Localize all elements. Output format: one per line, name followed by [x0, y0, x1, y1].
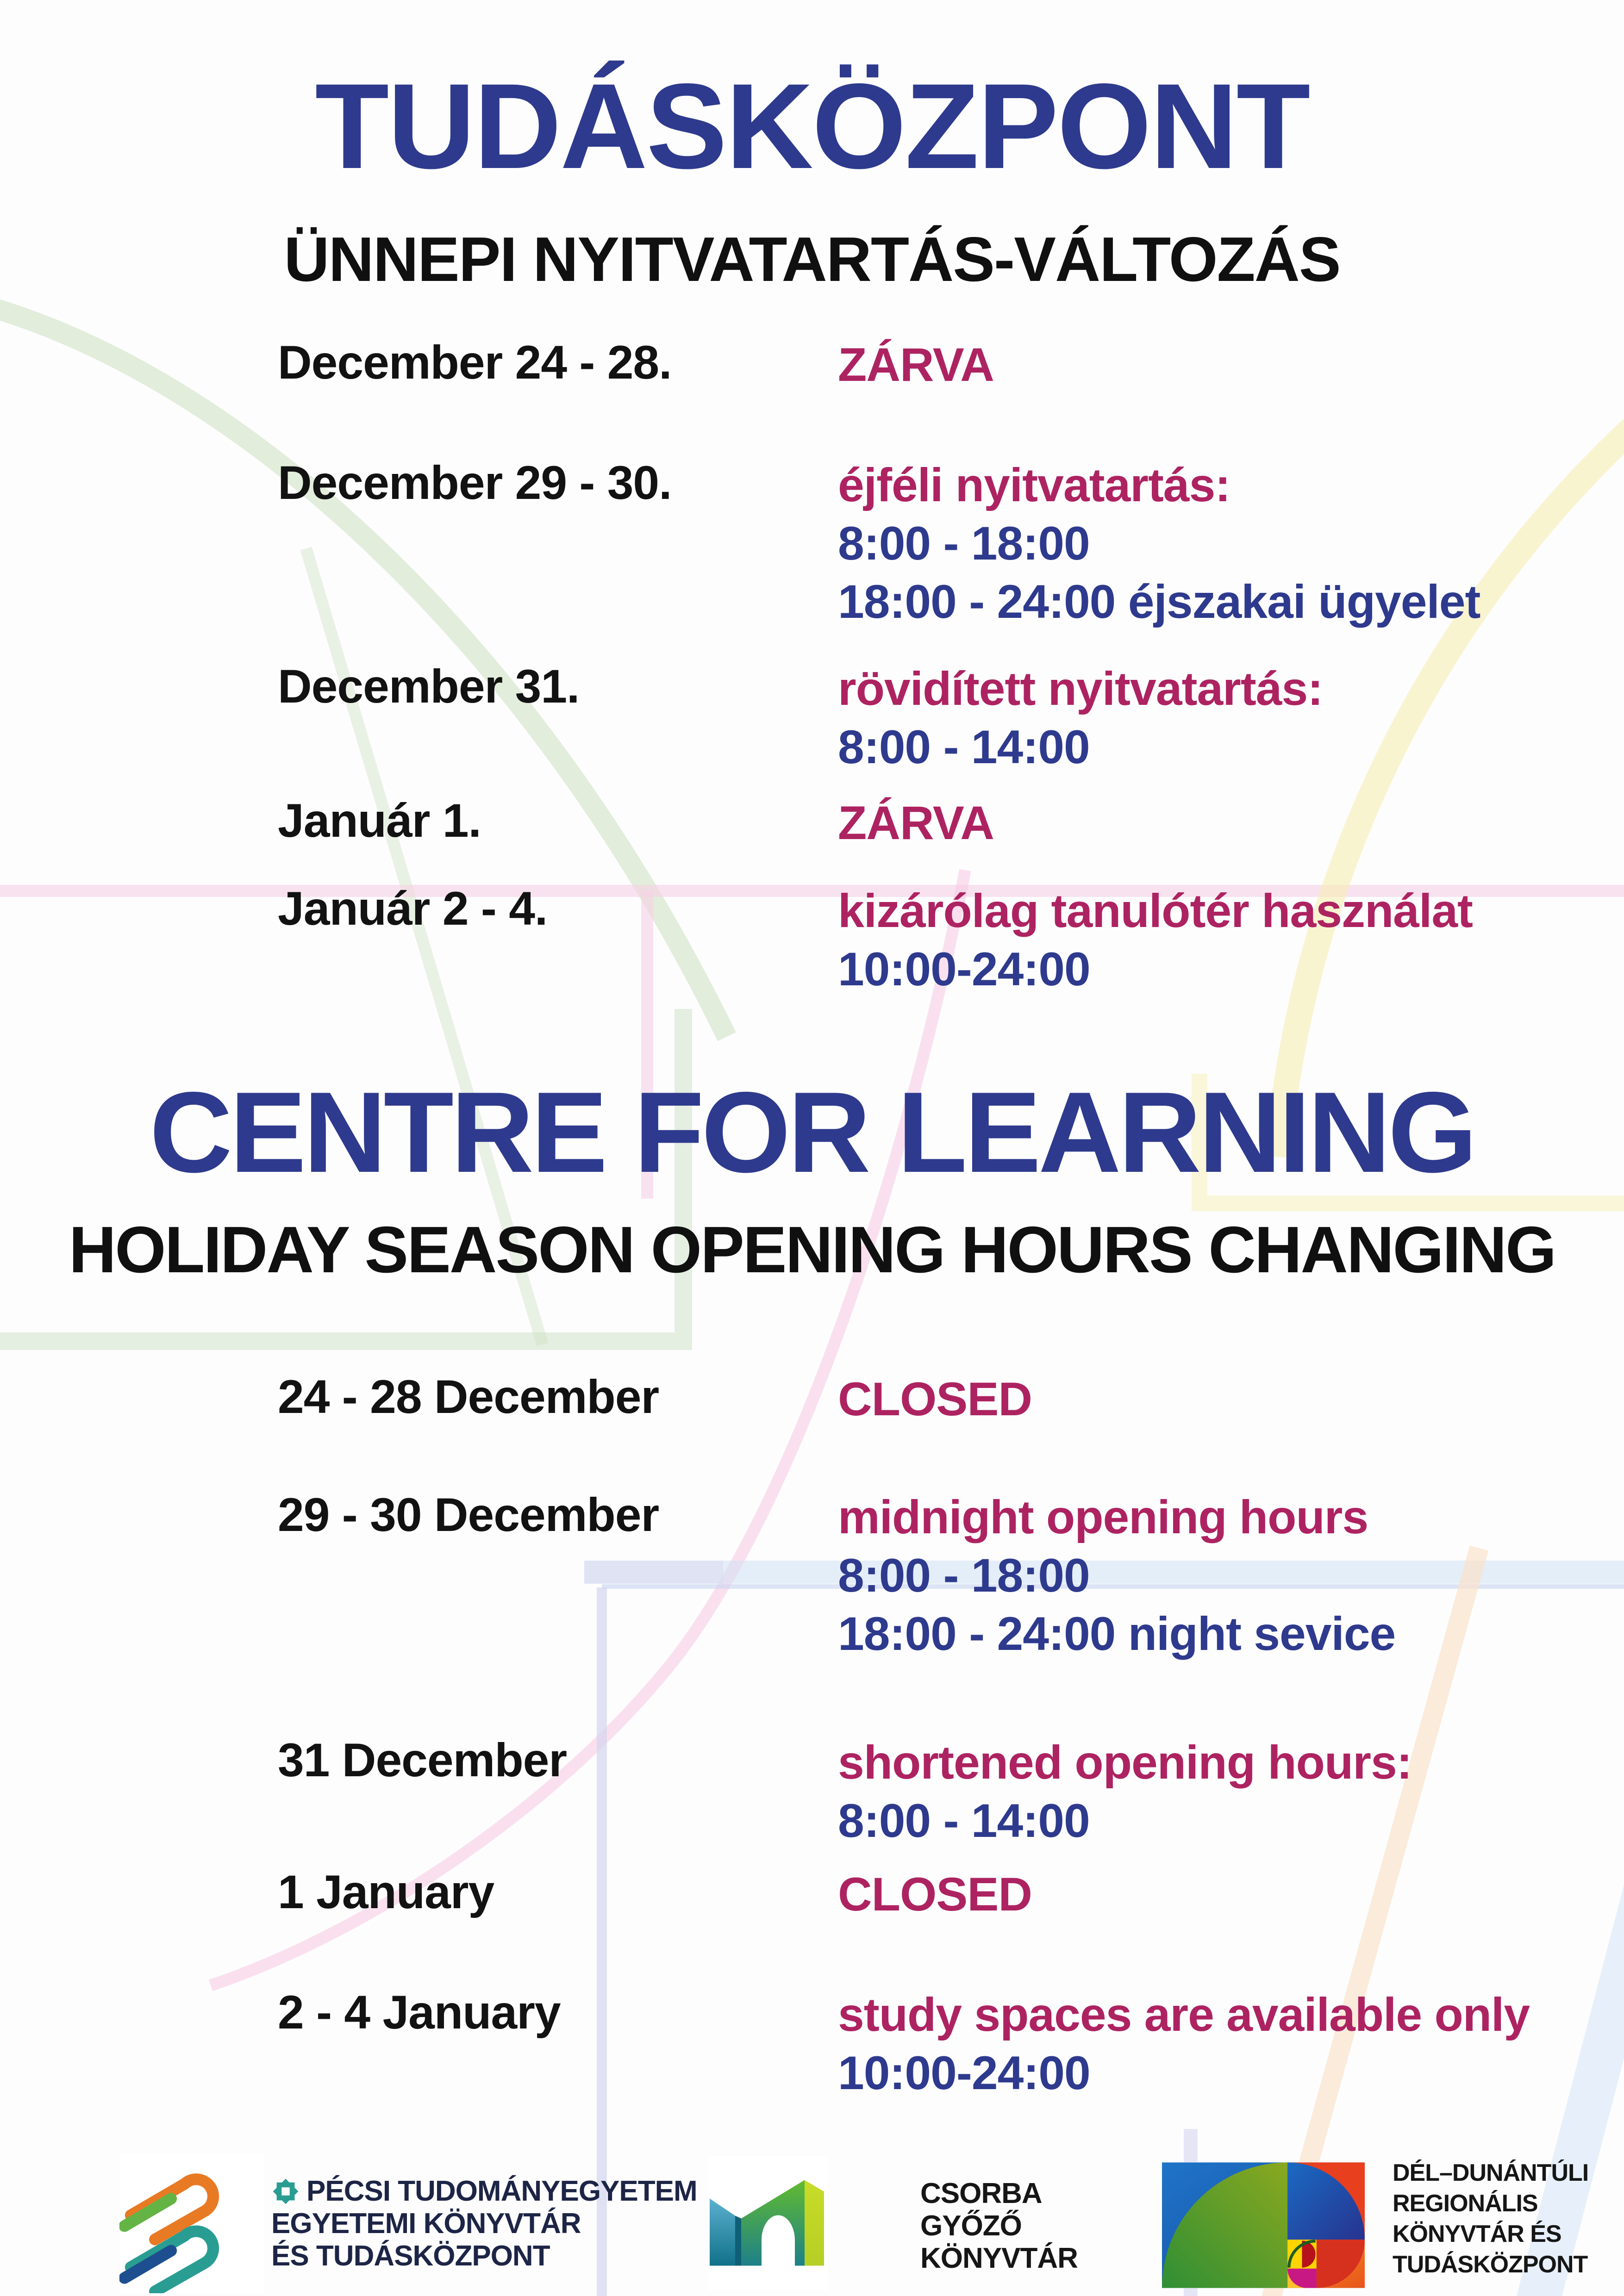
en-subtitle: HOLIDAY SEASON OPENING HOURS CHANGING	[69, 1213, 1555, 1287]
hu-title: TUDÁSKÖZPONT	[315, 58, 1309, 194]
csorba-line1: CSORBA	[920, 2178, 1042, 2209]
arch-m-logo-icon	[707, 2156, 828, 2290]
row-date: 29 - 30 December	[278, 1488, 659, 1541]
row-time: 8:00 - 18:00	[838, 1549, 1090, 1602]
paperclips-logo-icon	[119, 2154, 264, 2293]
row-status: ZÁRVA	[838, 338, 994, 391]
row-time: 18:00 - 24:00 éjszakai ügyelet	[838, 575, 1480, 628]
row-time: 8:00 - 14:00	[838, 721, 1090, 773]
row-status: shortened opening hours:	[838, 1736, 1412, 1789]
row-time: 10:00-24:00	[838, 943, 1090, 996]
ddrkt-logo	[1162, 2162, 1365, 2288]
row-date: December 31.	[278, 660, 580, 713]
row-time: 18:00 - 24:00 night sevice	[838, 1607, 1396, 1660]
csorba-line2: GYŐZŐ	[920, 2210, 1022, 2242]
pte-line3: ÉS TUDÁSKÖZPONT	[271, 2240, 550, 2272]
ddrkt-line3: KÖNYVTÁR ÉS	[1393, 2221, 1562, 2247]
row-date: 1 January	[278, 1866, 494, 1918]
row-status: rövidített nyitvatartás:	[838, 662, 1323, 715]
pte-line2: EGYETEMI KÖNYVTÁR	[271, 2208, 581, 2240]
row-date: 31 December	[278, 1734, 567, 1786]
csorba-line3: KÖNYVTÁR	[920, 2242, 1078, 2274]
row-time: 8:00 - 14:00	[838, 1794, 1090, 1847]
row-date: December 24 - 28.	[278, 336, 672, 389]
row-date: Január 1.	[278, 794, 481, 847]
ddrkt-line1: DÉL–DUNÁNTÚLI	[1393, 2159, 1589, 2186]
row-date: December 29 - 30.	[278, 456, 672, 509]
row-time: 10:00-24:00	[838, 2047, 1090, 2099]
eight-point-star-icon	[271, 2177, 300, 2206]
row-date: Január 2 - 4.	[278, 882, 548, 935]
csorba-logo	[707, 2156, 828, 2290]
row-status: éjféli nyitvatartás:	[838, 459, 1230, 511]
pte-logo	[119, 2154, 264, 2293]
ddrkt-logo-text	[1393, 2158, 1588, 2280]
row-status: kizárólag tanulótér használat	[838, 884, 1473, 937]
pte-logo-text	[271, 2175, 697, 2272]
row-date: 24 - 28 December	[278, 1370, 659, 1423]
hu-subtitle: ÜNNEPI NYITVATARTÁS-VÁLTOZÁS	[284, 224, 1340, 294]
ddrkt-line2: REGIONÁLIS	[1393, 2190, 1538, 2217]
ddrkt-line4: TUDÁSKÖZPONT	[1393, 2251, 1588, 2278]
row-status: CLOSED	[838, 1373, 1032, 1425]
row-status: ZÁRVA	[838, 796, 994, 849]
row-status: midnight opening hours	[838, 1491, 1368, 1543]
csorba-logo-text	[920, 2178, 1078, 2275]
row-time: 8:00 - 18:00	[838, 517, 1090, 570]
pte-line1: PÉCSI TUDOMÁNYEGYETEM	[306, 2175, 697, 2207]
row-status: study spaces are available only	[838, 1988, 1530, 2041]
golden-spiral-logo-icon	[1162, 2162, 1365, 2288]
row-status: CLOSED	[838, 1868, 1032, 1921]
row-date: 2 - 4 January	[278, 1986, 561, 2039]
en-title: CENTRE FOR LEARNING	[150, 1068, 1474, 1196]
